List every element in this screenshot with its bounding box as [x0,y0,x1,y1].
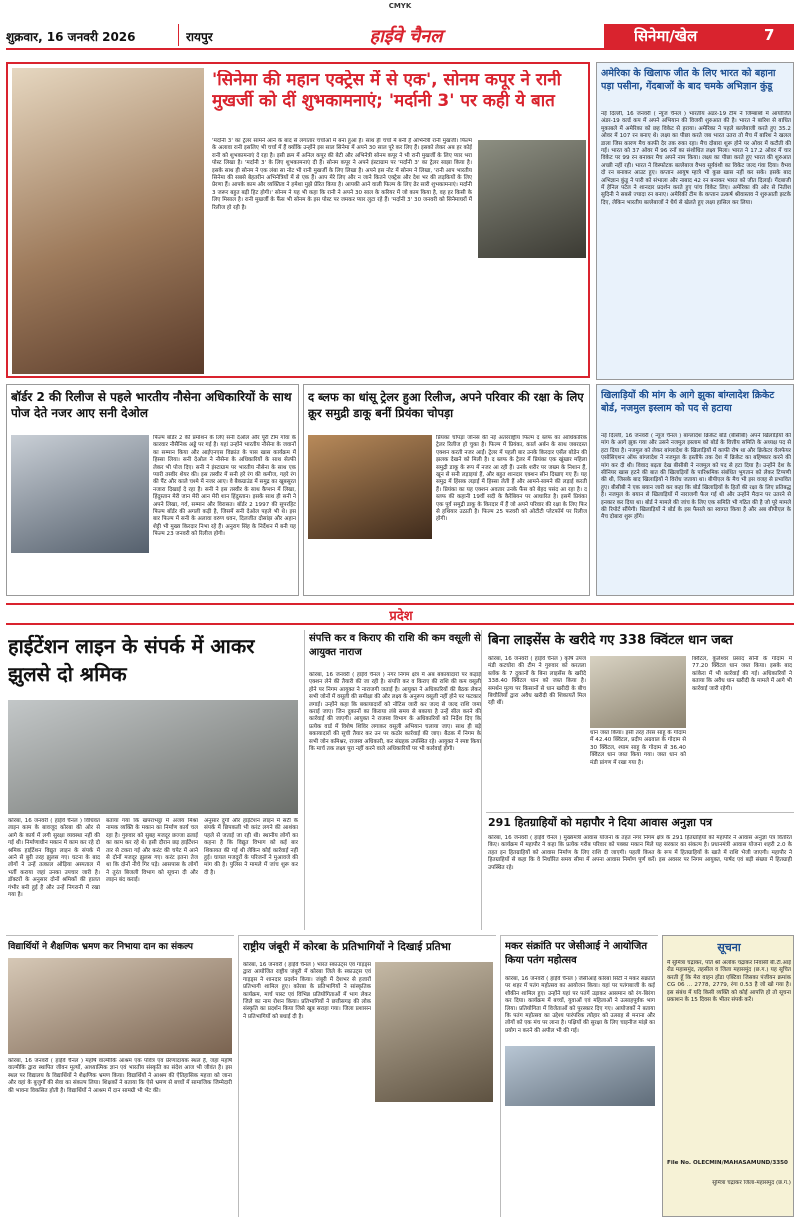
section-label [604,24,794,48]
hightension-headline: हाईटेंशन लाइन के संपर्क में आकर झुलसे दो श्रमिक [8,634,255,686]
awas-body: कोरबा, 16 जनवरी ( हाईवे चैनल ) मुख्यमंत्री आवास योजना के तहत नगर निगम क्षेत्र के 291 हितग्राहियों को महापौर ने आवास अनुज्ञा पत्र वितरित किए। कार्यक्रम में महापौर ने कहा कि प्रत्येक गरीब परिवार को पक्का मकान मिले यह सरकार का संकल्प है। प्रधानमंत्री आवास योजना शहरी 2.0 के तहत इन हितग्राहियों को आवास निर्माण के लिए राशि दी जाएगी। पहली किश्त के रूप में हितग्राहियों के खाते में राशि भेजी जाएगी। महापौर ने हितग्राहियों से कहा कि वे निर्धारित समय सीमा में अपना आवास निर्माण पूर्ण करें। इस अवसर पर निगम आयुक्त, पार्षद एवं बड़ी संख्या में हितग्राही उपस्थित रहे। [488,835,792,871]
students-body: कोरबा, 16 जनवरी ( हाईवे चैनल ) महर्षि वाल्मीकि आश्रम एक पवित्र एवं प्रेरणादायक स्थल है, जहां महर्षि वाल्मीकि द्वारा स्थापित जीवन मूल्यों, आध्यात्मिक ज्ञान एवं भारतीय संस्कृति का संदेश आज भी जीवंत है। इस स्थल पर विद्यालय के विद्यार्थियों ने शैक्षणिक भ्रमण किया। विद्यार्थियों ने आश्रम की ऐतिहासिक महत्ता को जाना और वहां के बुजुर्गों की सेवा का संकल्प लिया। शिक्षकों ने बताया कि ऐसे भ्रमण से बच्चों में सामाजिक जिम्मेदारी की भावना विकसित होती है। विद्यार्थियों ने आश्रम में दान सामग्री भी भेंट की। [8,1058,232,1094]
cricket1-body: नई दिल्ली, 16 जनवरी ( न्यूज चैनल ) भारतीय अंडर-19 टीम ने जिम्बाब्वे में आयोजित अंडर-19 वर्ल्ड कप में अपने अभियान की विजयी शुरुआत की है। भारत ने बारिश से बाधित मुकाबले में अमेरिका को छह विकेट से हराया। अमेरिका ने पहले बल्लेबाजी करते हुए 35.2 ओवर में 107 रन बनाए थे। लक्ष्य का पीछा करते जब भारत उतरा तो मैच में बारिश ने खलल डाला जिस कारण मैच काफी देर तक रुका रहा। मैच दोबारा शुरू होने पर ओवर में कटौती की गई। भारत को 37 ओवर में 96 रनों का संशोधित लक्ष्य मिला। भारत ने 17.2 ओवर में चार विकेट पर 99 रन बनाकर मैच अपने नाम किया। लक्ष्य का पीछा करते हुए भारत की शुरुआत अच्छी नहीं रही। भारत ने विस्फोटक बल्लेबाज वैभव सूर्यवंशी का विकेट जल्द गंवा दिया। वैभव दो रन बनाकर आउट हुए। कप्तान आयुष म्हात्रे भी कुछ खास नहीं कर सके। इसके बाद अभिज्ञान कुंडू ने पारी को संभाला और नाबाद 42 रन बनाकर भारत को जीत दिलाई। गेंदबाजी में हेनिल पटेल ने शानदार प्रदर्शन करते हुए पांच विकेट लिए। अमेरिका की ओर से नितीश सुदिनी ने सबसे ज्यादा रन बनाए। अमेरिकी टीम के कप्तान उत्कर्ष श्रीवास्तव ने शुरुआती झटके दिए, लेकिन भारतीय बल्लेबाजों ने धैर्य से खेलते हुए लक्ष्य हासिल कर लिया। [601,111,791,206]
awas-article [486,812,794,930]
sonam-body: 'मर्दानी 3' का ट्रेलर सामने आने के बाद से लगातार चर्चाओं में बना हुआ है। साथ ही चर्चा में बनी हैं अभिनेत्री रानी मुखर्जी। फिल्म के अलावा रानी इसलिए भी चर्चा में हैं क्योंकि उन्होंने इस साल सिनेमा में अपने 30 साल पूरे कर लिए हैं। इसको लेकर अब हर कोई रानी को शुभकामनाएं दे रहा है। इसी क्रम में अनिल कपूर की बेटी और अभिनेत्री सोनम कपूर ने भी रानी मुखर्जी के लिए प्यार भरा पोस्ट लिखा है। 'मर्दानी 3' के लिए शुभकामनाएं दी हैं। सोनम कपूर ने अपने इंस्टाग्राम पर 'मर्दानी 3' का ट्रेलर साझा किया है। इसके साथ ही सोनम ने एक लंबा सा नोट भी रानी मुखर्जी के लिए लिखा है। अपने इस नोट में सोनम ने लिखा, 'रानी आप भारतीय सिनेमा की सबसे बेहतरीन अभिनेत्रियों में से एक हैं। आप मेरे लिए और न जाने कितने एक्ट्रेस और देश भर की लड़कियों के लिए प्रेरणा हैं। आपके काम और व्यक्तित्व ने हमेशा मुझे प्रेरित किया है। आपकी आने वाली फिल्म के लिए ढेर सारी शुभकामनाएं। मर्दानी 3 जरूर बहुत बड़ी हिट होगी।' सोनम ने यह भी कहा कि रानी ने अपने 30 साल के करियर में जो काम किया है, वह हर किसी के लिए मिसाल है। रानी मुखर्जी के फैंस भी सोनम के इस पोस्ट पर जमकर प्यार लुटा रहे हैं। 'मर्दानी 3' 30 जनवरी को सिनेमाघरों में रिलीज हो रही है। [212,138,472,211]
pradesh-bar [6,603,794,625]
cmyk-mark: CMYK [388,2,412,10]
paddy-article [486,630,794,810]
awas-headline: 291 हितग्राहियों को महापौर ने दिया आवास अनुज्ञा पत्र [488,816,713,829]
hightension-photo [8,700,298,814]
border2-article [6,384,299,596]
border2-body: फिल्म बॉर्डर 2 की प्रमोशन के लिए सनी देओल और पूरी टीम गोवा के कारवार नौसैनिक अड्डे पर गई है। यहां उन्होंने भारतीय नौसेना के जवानों का सम्मान किया और आईएनएस विक्रांत के पास खास कार्यक्रम में हिस्सा लिया। सनी देओल ने नौसेना के अधिकारियों के साथ सेल्फी लेकर भी पोज दिए। सनी ने इंस्टाग्राम पर भारतीय नौसेना के साथ एक प्यारी तस्वीर शेयर की। इस तस्वीर में सनी हरे रंग की कमीज, गहरे रंग की पैंट और काले चश्मे में नजर आए। वे बैकग्राउंड में समुद्र का खूबसूरत नजारा दिखाई दे रहा है। सनी ने इस तस्वीर के साथ कैप्शन में लिखा, हिंदुस्तान मेरी जान मेरी आन मेरी शान हिंदुस्तान। इसके साथ ही सनी ने अपने लिखा, गर्व, सम्मान और विरासत। बॉर्डर 2 1997 की सुपरहिट फिल्म बॉर्डर की अगली कड़ी है, जिसमें सनी देओल पहले भी थे। इस बार फिल्म में सनी के अलावा वरुण धवन, दिलजीत दोसांझ और अहान शेट्टी भी मुख्य किरदार निभा रहे हैं। अनुराग सिंह के निर्देशन में बनी यह फिल्म 23 जनवरी को रिलीज होगी। [153,435,296,538]
notice-file: File No. OLECMIN/MAHASAMUND/3350 [667,1160,788,1166]
kite-body: कोरबा, 16 जनवरी ( हाईवे चैनल ) जेसीआई कोरबा सिटी ने मकर संक्रांति पर शहर में पतंग महोत्सव का आयोजन किया। यहां पर पतंगबाजी के कई शौकीन शामिल हुए। उन्होंने यहां पर पतंगें उड़ाकर आसमान को रंग-बिरंगा कर दिया। कार्यक्रम में बच्चों, युवाओं एवं महिलाओं ने उत्साहपूर्वक भाग लिया। प्रतियोगिता में विजेताओं को पुरस्कार दिए गए। आयोजकों ने बताया कि पतंग महोत्सव का उद्देश्य पारंपरिक त्योहार को उत्साह से मनाना और लोगों को एक मंच पर लाना है। पक्षियों की सुरक्षा के लिए चाइनीज मांझे का प्रयोग न करने की अपील भी की गई। [505,976,655,1034]
newspaper-logo: हाईवे चैनल [369,26,443,47]
national-photo [375,962,493,1102]
notice-title: सूचना [717,941,741,954]
issue-date: शुक्रवार, 16 जनवरी 2026 [6,30,136,44]
national-headline: राष्ट्रीय जंबूरी में कोरबा के प्रतिभागियों ने दिखाई प्रतिभा [243,941,451,953]
cricket2-article [596,384,794,596]
students-photo [8,958,232,1054]
paddy-col1: कोरबा, 16 जनवरी ( हाईवे चैनल ) कृषि उपज मंडी कटघोरा की टीम ने गुरुवार को करतला ब्लॉक के 7 दुकानों के बिना लाइसेंस के खरीदे 338.40 क्विंटल धान को जब्त किया है। समर्थन मूल्य पर किसानों से धान खरीदी के बीच बिचौलियों द्वारा अवैध खरीदी की शिकायतें मिल रही थीं। [488,656,586,707]
paddy-col3: क्विंटल, कुलेश्वर प्रसाद सोनी के गोदाम में 77.20 क्विंटल धान जब्त किया। इसके बाद कांकेरा में भी कार्रवाई की गई। अधिकारियों ने बताया कि अवैध धान खरीदी के मामले में आगे भी कार्रवाई जारी रहेगी। [692,656,792,692]
students-headline: विद्यार्थियों ने शैक्षणिक भ्रमण कर निभाया दान का संकल्प [8,942,194,952]
border2-headline: बॉर्डर 2 की रिलीज से पहले भारतीय नौसेना अधिकारियों के साथ पोज देते नजर आए सनी देओल [11,390,292,420]
paddy-headline: बिना लाइसेंस के खरीदे गए 338 क्विंटल धान जब्त [488,633,733,648]
hightension-col1: कोरबा, 16 जनवरी ( हाईवे चैनल ) विधिवत लाइन काम के बावजूद कोरबा की ओर से आगे के कार्य में लगी सुरक्षा व्यवस्था नहीं की गई थी। निर्माणाधीन मकान में काम कर रहे दो श्रमिक हाईटेंशन विद्युत लाइन के संपर्क में आने से बुरी तरह झुलस गए। घटना के बाद लोगों ने उन्हें तत्काल ओड़िया अस्पताल में भर्ती कराया जहां उनका उपचार जारी है। डॉक्टरों के अनुसार दोनों श्रमिकों की हालत गंभीर बनी हुई है और उन्हें निगरानी में रखा गया है। [8,818,100,899]
page-number: 7 [764,26,775,44]
sonam-headline: 'सिनेमा की महान एक्ट्रेस में से एक', सोनम कपूर ने रानी मुखर्जी को दीं शुभकामनाएं; 'मर्दानी 3' पर कही ये बात [212,70,562,111]
divider [178,24,179,46]
city-name: रायपुर [186,30,213,44]
paddy-col2: धान जब्त किया। इसी तरह तेरस साहू के गोदाम में 42.40 क्विंटल, प्रदीप अग्रवाल के गोदाम से 30 क्विंटल, श्याम साहू के गोदाम से 36.40 क्विंटल धान जब्त किया गया। जब्त धान को मंडी प्रांगण में रखा गया है। [590,730,686,766]
pradesh-label: प्रदेश [389,609,413,624]
notice-box [662,935,794,1217]
kite-photo [505,1046,655,1106]
paddy-photo [590,656,686,728]
sonam-photo [12,68,204,374]
kite-headline: मकर संक्रांति पर जेसीआई ने आयोजित किया पतंग महोत्सव [505,941,648,966]
sonam-article [6,62,590,378]
border2-photo [11,435,149,553]
national-body: कोरबा, 16 जनवरी ( हाईवे चैनल ) भारत स्काउट्स एवं गाइड्स द्वारा आयोजित राष्ट्रीय जंबूरी में कोरबा जिले के स्काउट्स एवं गाइड्स ने शानदार प्रदर्शन किया। जंबूरी में देशभर से हजारों प्रतिभागी शामिल हुए। कोरबा के प्रतिभागियों ने सांस्कृतिक कार्यक्रम, मार्च पास्ट एवं विभिन्न प्रतियोगिताओं में भाग लेकर जिले का नाम रोशन किया। प्रतिभागियों ने छत्तीसगढ़ की लोक संस्कृति का प्रदर्शन किया जिसे खूब सराहा गया। जिला प्रशासन ने प्रतिभागियों को बधाई दी है। [243,962,371,1020]
national-article [238,935,496,1217]
hightension-col2: बताया गया कि खपराभट्ठा में अजय मिश्रा नामक व्यक्ति के मकान का निर्माण कार्य चल रहा है। गुरुवार को सुबह मजदूर छज्जा ढलाई का काम कर रहे थे। इसी दौरान छड़ हाईटेंशन तार से टकरा गई और करंट की चपेट में आने से दोनों मजदूर झुलस गए। करंट इतना तेज था कि दोनों नीचे गिर पड़े। आसपास के लोगों ने तुरंत बिजली विभाग को सूचना दी और लाइन बंद कराई। [106,818,198,884]
bluff-article [303,384,590,596]
students-article [6,935,234,1217]
cricket2-headline: खिलाड़ियों की मांग के आगे झुका बांग्लादेश क्रिकेट बोर्ड, नजमुल इस्लाम को पद से हटाया [601,390,775,414]
bluff-headline: द ब्लफ का धांसू ट्रेलर हुआ रिलीज, अपने परिवार की रक्षा के लिए क्रूर समुद्री डाकू बनीं प्रियंका चोपड़ा [308,390,584,420]
notice-body: मैं सुमित्रा चंद्राकर, पति श्री अलोक चंद्राकर निवासी बी.टी.आई रोड महासमुंद, तहसील व जिला महासमुंद (छ.ग.) यह सूचित करती हूँ कि मेरा वाहन होंडा एक्टिवा जिसका पंजीयन क्रमांक CG 06 ... 2778, 2779, रंगा 0.53 है जो खो गया है। इस संबंध में यदि किसी व्यक्ति को कोई आपत्ति हो तो सूचना प्रकाशन के 15 दिवस के भीतर संपर्क करें। [667,960,791,1004]
hightension-col3: अनुसार दुर्गा और हाईटेंशन लाइन में सटी के संपर्क में छिपकली भी करंट लगने की आशंका पहले से जताई जा रही थी। स्थानीय लोगों का कहना है कि विद्युत विभाग को कई बार शिकायत की गई थी लेकिन कोई कार्रवाई नहीं हुई। घायल मजदूरों के परिजनों ने मुआवजे की मांग की है। पुलिस ने मामले में जांच शुरू कर दी है। [204,818,298,876]
rent-article [304,630,482,930]
kite-article [500,935,658,1217]
notice-footer: सुमित्रा चंद्राकर जिला-महासमुंद (छ.ग.) [712,1180,791,1186]
section-title: सिनेमा/खेल [634,27,698,45]
rent-body: कोरबा, 16 जनवरी ( हाईवे चैनल ) नगर निगम क्षेत्र में अब बकायादारों पर कड़ाई एक्शन लेने की तैयारी की जा रही है। संपत्ति कर व किराए की राशि की कम वसूली होने पर निगम आयुक्त ने नाराजगी जताई है। आयुक्त ने अधिकारियों की बैठक लेकर सभी जोनों में वसूली की समीक्षा की और लक्ष्य के अनुरूप वसूली नहीं होने पर फटकार लगाई। उन्होंने कहा कि बकायादारों को नोटिस जारी कर जल्द से जल्द राशि जमा कराई जाए। जिन दुकानों का किराया लंबे समय से बकाया है उन्हें सील करने की कार्रवाई की जाएगी। आयुक्त ने राजस्व विभाग के अधिकारियों को निर्देश दिए कि प्रत्येक वार्ड में विशेष शिविर लगाकर वसूली अभियान चलाया जाए। साथ ही बड़े बकायादारों की सूची तैयार कर उन पर कठोर कार्रवाई की जाए। बैठक में निगम के सभी जोन कमिश्नर, राजस्व अधिकारी, कर संग्रहक उपस्थित रहे। आयुक्त ने स्पष्ट किया कि मार्च तक लक्ष्य पूरा नहीं करने वाले अधिकारियों पर भी कार्रवाई होगी। [309,672,481,753]
cricket1-article [596,62,794,380]
rent-headline: संपत्ति कर व किराए की राशि की कम वसूली से आयुक्त नाराज [309,633,481,658]
hightension-article [6,630,300,930]
rani-photo [478,140,586,258]
bluff-body: प्रियंका चोपड़ा जोनस की नई अंतरराष्ट्रीय फिल्म द ब्लफ का आधिकारिक ट्रेलर रिलीज हो चुका है। फिल्म में प्रियंका, कार्ल अर्बन के साथ जबरदस्त एक्शन करती नजर आईं। ट्रेलर में पहली बार उनके किरदार एर्सेल बोडेन की झलक देखने को मिली है। द ब्लफ के ट्रेलर में प्रियंका एक खूंखार महिला समुद्री डाकू के रूप में नजर आ रही हैं। उनके शरीर पर जख्म के निशान हैं, खून से सनी लड़ाइयां हैं, और बहुत शानदार एक्शन सीन दिखाए गए हैं। यह समुद्र में हिंसक लड़ाई में हिस्सा लेती हैं और आमने-सामने की लड़ाई करती हैं। प्रियंका का यह एक्शन अवतार उनके फैंस को बेहद पसंद आ रहा है। द ब्लफ की कहानी 19वीं सदी के कैरेबियन पर आधारित है। इसमें प्रियंका एक पूर्व समुद्री डाकू के किरदार में हैं जो अपने परिवार की रक्षा के लिए फिर से हथियार उठाती है। फिल्म 25 फरवरी को ओटीटी प्लेटफॉर्म पर रिलीज होगी। [436,435,587,523]
bluff-photo [308,435,432,539]
cricket1-headline: अमेरिका के खिलाफ जीत के लिए भारत को बहाना पड़ा पसीना, गेंदबाजों के बाद चमके अभिज्ञान कुंडू [601,68,776,92]
cricket2-body: नई दिल्ली, 16 जनवरी ( न्यूज चैनल ) बांग्लादेश क्रिकेट बोर्ड (बीसीबी) अपने खिलाड़ियों की मांग के आगे झुक गया और उसने नजमुल इस्लाम को बोर्ड के वित्तीय समिति के अध्यक्ष पद से हटा दिया है। नजमुल को लेकर बांग्लादेश के खिलाड़ियों में काफी रोष था और क्रिकेटर वेलफेयर एसोसिएशन ऑफ बांग्लादेश ने नजमुल के इस्तीफे तक देश में क्रिकेट का बहिष्कार करने की मांग कर दी थी। विवाद बढ़ता देख बीसीबी ने नजमुल को पद से हटा दिया है। उन्होंने देश के सीनियर खास हटने की बात की खिलाड़ियों के पारिश्रमिक संबंधित भुगतान को लेकर टिप्पणी की थी, जिसके बाद खिलाड़ियों ने विरोध जताया था। बीपीएल के मैच भी इस वजह से प्रभावित हुए। बीसीबी ने एक बयान जारी कर कहा कि बोर्ड खिलाड़ियों के हितों की रक्षा के लिए प्रतिबद्ध है। नजमुल के बयान से खिलाड़ियों में नाराजगी फैल गई थी और उन्होंने मैदान पर उतरने से इनकार कर दिया था। बोर्ड ने मामले की जांच के लिए एक समिति भी गठित की है जो पूरे मामले की रिपोर्ट सौंपेगी। खिलाड़ियों ने बोर्ड के इस फैसले का स्वागत किया है और अब बीपीएल के मैच दोबारा शुरू होंगे। [601,433,791,521]
masthead-bar [6,22,794,50]
